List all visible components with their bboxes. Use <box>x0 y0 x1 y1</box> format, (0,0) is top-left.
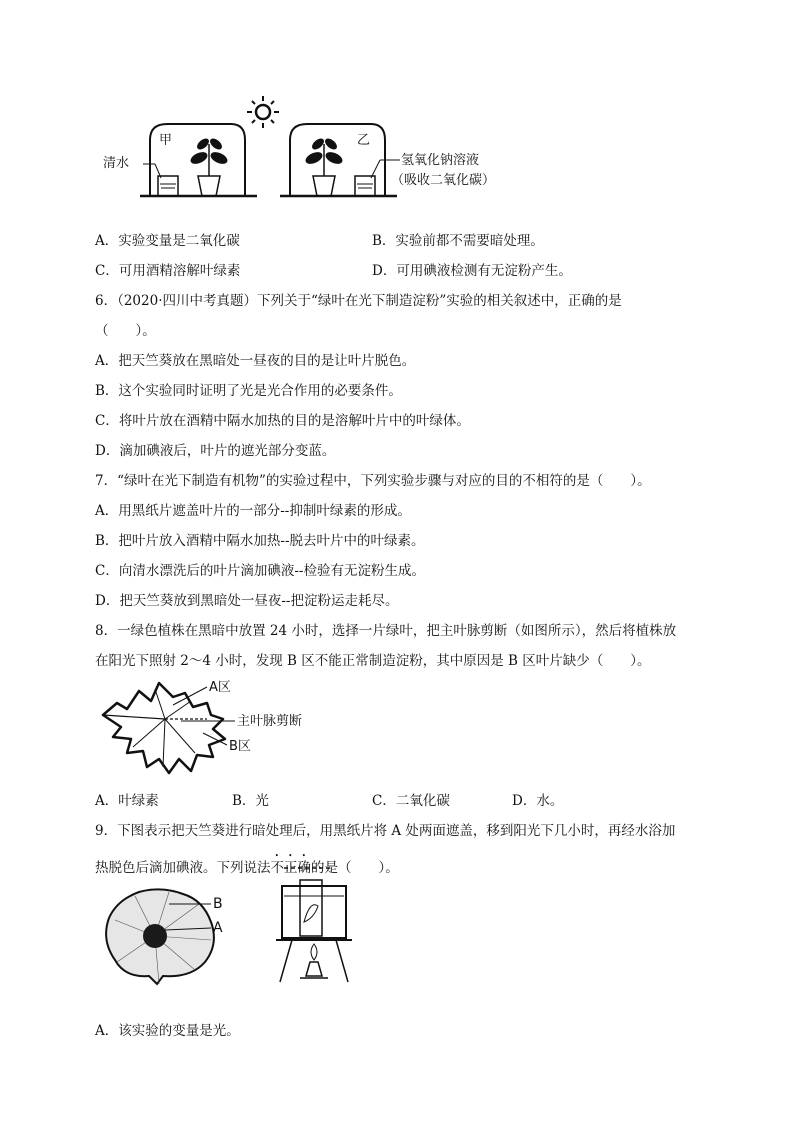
jar-label-jia: 甲 <box>159 133 173 148</box>
q5-option-d: D．可用碘液检测有无淀粉产生。 <box>372 263 572 279</box>
leaf-label-a: A <box>213 920 223 936</box>
q9-stem-post: 的是（ ）。 <box>311 860 399 876</box>
q9-stem-pre: 热脱色后滴加碘液。下列说法 <box>95 860 271 876</box>
q9-option-a: A．该实验的变量是光。 <box>95 1023 240 1039</box>
beaker-icon <box>158 176 178 196</box>
q8-stem-line2: 在阳光下照射 2～4 小时，发现 B 区不能正常制造淀粉，其中原因是 B 区叶片缺少（ ）。 <box>95 653 651 669</box>
leaf-label-b-zone: B区 <box>229 739 251 754</box>
leaf-label-a-zone: A区 <box>209 680 231 695</box>
q5-option-a: A．实验变量是二氧化碳 <box>95 233 240 249</box>
q8-option-b: B．光 <box>232 793 269 809</box>
q8-option-d: D．水。 <box>512 793 564 809</box>
q7-option-a: A．用黑纸片遮盖叶片的一部分--抑制叶绿素的形成。 <box>95 503 411 519</box>
maple-leaf-icon <box>103 683 225 773</box>
geranium-leaf-figure <box>95 880 255 990</box>
leaf-label-b: B <box>213 896 223 912</box>
water-bath-icon <box>276 868 352 982</box>
potted-plant-icon <box>189 136 230 196</box>
maple-leaf-figure <box>95 675 335 780</box>
q8-stem-line1: 8．一绿色植株在黑暗中放置 24 小时，选择一片绿叶，把主叶脉剪断（如图所示），然后将植株放 <box>95 623 677 639</box>
q6-stem-line2: （ ）。 <box>95 323 156 339</box>
q8-option-c: C．二氧化碳 <box>372 793 450 809</box>
water-bath-apparatus-figure <box>270 860 360 1000</box>
q8-option-a: A．叶绿素 <box>95 793 159 809</box>
q9-stem-emphasis: 不正确 <box>270 860 311 876</box>
label-absorb-co2: （吸收二氧化碳） <box>391 173 496 188</box>
leaf-label-main-vein-cut: 主叶脉剪断 <box>237 714 303 729</box>
label-water: 清水 <box>103 156 130 171</box>
potted-plant-icon <box>304 136 345 196</box>
q5-option-c: C．可用酒精溶解叶绿素 <box>95 263 241 279</box>
q6-option-c: C．将叶片放在酒精中隔水加热的目的是溶解叶片中的叶绿体。 <box>95 413 470 429</box>
q5-option-b: B．实验前都不需要暗处理。 <box>372 233 544 249</box>
beaker-icon <box>355 176 375 196</box>
q7-option-c: C．向清水漂洗后的叶片滴加碘液--检验有无淀粉生成。 <box>95 563 425 579</box>
q6-option-d: D．滴加碘液后，叶片的遮光部分变蓝。 <box>95 443 336 459</box>
bell-jar-experiment-figure <box>95 92 555 212</box>
label-naoh: 氢氧化钠溶液 <box>401 153 480 168</box>
q6-option-a: A．把天竺葵放在黑暗处一昼夜的目的是让叶片脱色。 <box>95 353 416 369</box>
q6-option-b: B．这个实验同时证明了光是光合作用的必要条件。 <box>95 383 402 399</box>
q7-option-d: D．把天竺葵放到黑暗处一昼夜--把淀粉运走耗尽。 <box>95 593 399 609</box>
q7-option-b: B．把叶片放入酒精中隔水加热--脱去叶片中的叶绿素。 <box>95 533 425 549</box>
sun-icon <box>247 96 279 128</box>
jar-label-yi: 乙 <box>357 133 371 148</box>
q6-stem-line1: 6．（2020·四川中考真题）下列关于“绿叶在光下制造淀粉”实验的相关叙述中，正确的是 <box>95 293 622 309</box>
q7-stem: 7．“绿叶在光下制造有机物”的实验过程中，下列实验步骤与对应的目的不相符的是（ ）。 <box>95 473 651 489</box>
q9-stem-line1: 9．下图表示把天竺葵进行暗处理后，用黑纸片将 A 处两面遮盖，移到阳光下几小时，再经水浴加 <box>95 823 676 839</box>
